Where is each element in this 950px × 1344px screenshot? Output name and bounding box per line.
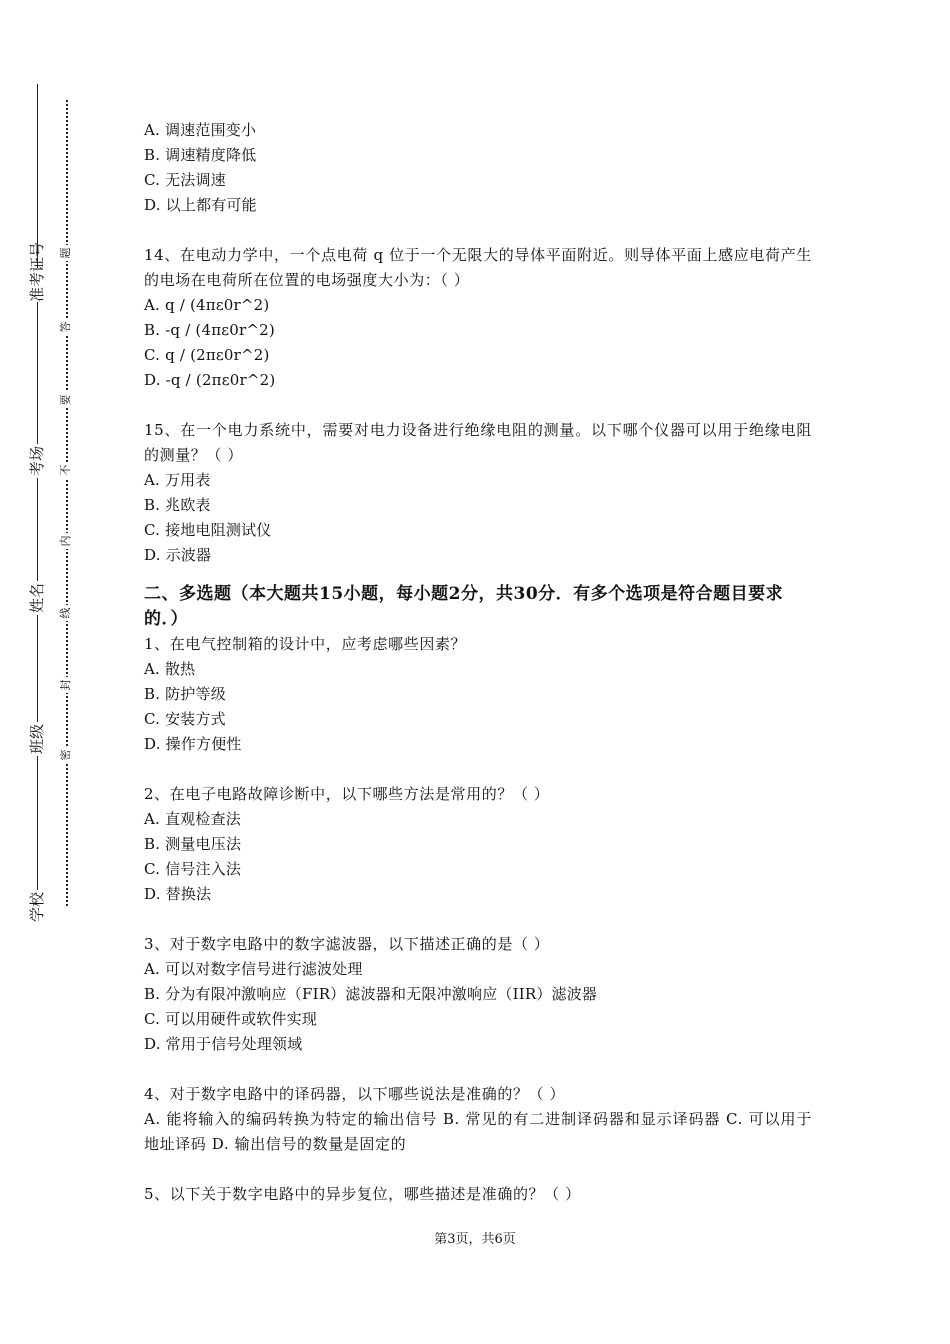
option: A. 直观检查法 (144, 810, 241, 828)
field-exam-number-label: 准考证号 (20, 268, 54, 302)
section-title: 二、多选题（本大题共15小题，每小题2分，共30分．有多个选项是符合题目要求的．） (144, 584, 784, 629)
option: B. 分为有限冲激响应（FIR）滤波器和无限冲激响应（IIR）滤波器 (144, 985, 598, 1003)
question-options-inline: A. 能将输入的编码转换为特定的输出信号 B. 常见的有二进制译码器和显示译码器 C. 可以用于地址译码 D. 输出信号的数量是固定的 (144, 1110, 812, 1153)
option: C. q / (2πε0r^2) (144, 346, 270, 364)
question-stem: 3、对于数字电路中的数字滤波器，以下描述正确的是（ ） (144, 935, 550, 953)
option: D. 操作方便性 (144, 735, 242, 753)
option: A. 散热 (144, 660, 196, 678)
question-stem: 1、在电气控制箱的设计中，应考虑哪些因素？ (144, 635, 467, 653)
option: A. 万用表 (144, 471, 211, 489)
option: B. 防护等级 (144, 685, 226, 703)
multi-question-3 (144, 932, 812, 1057)
question-stem: 14、在电动力学中，一个点电荷 q 位于一个无限大的导体平面附近。则导体平面上感应电荷产生的电场在电荷所在位置的电场强度大小为：（ ） (144, 246, 812, 289)
seal-char: 密 (58, 747, 74, 763)
option: A. 可以对数字信号进行滤波处理 (144, 960, 363, 978)
question-15 (144, 418, 812, 568)
option: D. 以上都有可能 (144, 196, 257, 214)
seal-char: 要 (58, 392, 74, 408)
seal-char: 线 (58, 605, 74, 621)
option: D. 常用于信号处理领域 (144, 1035, 303, 1053)
option: B. 兆欧表 (144, 496, 211, 514)
field-class-label: 班级 (20, 722, 54, 756)
option: C. 无法调速 (144, 171, 226, 189)
binding-margin (0, 0, 110, 1344)
multi-question-5 (144, 1182, 812, 1207)
question-stem: 4、对于数字电路中的译码器，以下哪些说法是准确的？（ ） (144, 1085, 566, 1103)
option: B. -q / (4πε0r^2) (144, 321, 275, 339)
option: C. 安装方式 (144, 710, 226, 728)
question-stem: 5、以下关于数字电路中的异步复位，哪些描述是准确的？（ ） (144, 1185, 581, 1203)
seal-char: 内 (58, 533, 74, 549)
seal-char: 不 (58, 462, 74, 478)
exam-content (144, 118, 812, 1232)
field-name-label: 姓名 (20, 581, 54, 615)
option: A. 调速范围变小 (144, 121, 257, 139)
field-school-label: 学校 (20, 890, 54, 924)
option: C. 接地电阻测试仪 (144, 521, 272, 539)
question-stem: 15、在一个电力系统中，需要对电力设备进行绝缘电阻的测量。以下哪个仪器可以用于绝缘电阻的测量？（ ） (144, 421, 812, 464)
seal-char: 答 (58, 319, 74, 335)
multi-question-1 (144, 632, 812, 757)
page-footer: 第3页，共6页 (434, 1232, 516, 1247)
option: D. 替换法 (144, 885, 212, 903)
multi-question-2 (144, 782, 812, 907)
option: C. 信号注入法 (144, 860, 242, 878)
multi-question-4 (144, 1082, 812, 1157)
binding-solid-line (37, 84, 38, 924)
option: D. -q / (2πε0r^2) (144, 371, 276, 389)
seal-char: 题 (58, 245, 74, 261)
option: C. 可以用硬件或软件实现 (144, 1010, 318, 1028)
seal-char: 封 (58, 677, 74, 693)
question-14 (144, 243, 812, 393)
binding-dotted-line (66, 100, 68, 906)
option: B. 测量电压法 (144, 835, 242, 853)
option: B. 调速精度降低 (144, 146, 257, 164)
field-exam-room-label: 考场 (20, 444, 54, 478)
option: D. 示波器 (144, 546, 212, 564)
option: A. q / (4πε0r^2) (144, 296, 270, 314)
question-stem: 2、在电子电路故障诊断中，以下哪些方法是常用的？（ ） (144, 785, 550, 803)
question-13-options (144, 118, 812, 218)
